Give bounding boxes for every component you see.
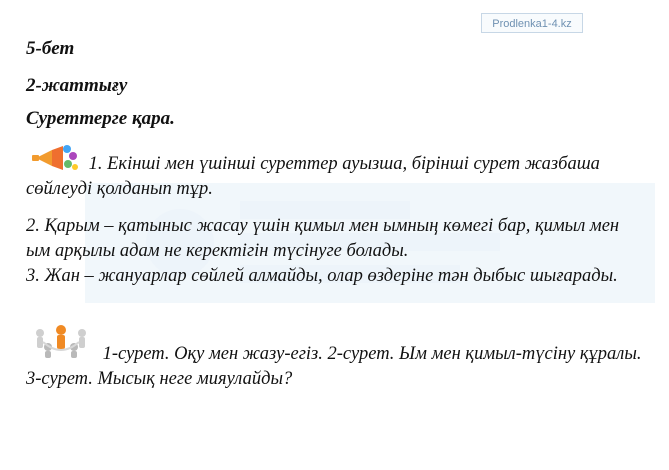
instruction-heading: Суреттерге қара. — [26, 108, 175, 129]
paragraph-3-icon-space — [26, 358, 98, 359]
paragraph-3 — [26, 342, 646, 392]
paragraph-3-text: 1-сурет. Оқу мен жазу-егіз. 2-сурет. Ым мен қимыл-түсіну құралы. 3-сурет. Мысық неге мияулайды? — [26, 344, 642, 389]
site-watermark: Prodlenka1-4.kz — [481, 13, 583, 33]
exercise-heading: 2-жаттығу — [26, 75, 128, 96]
paragraph-1-text: 1. Екінші мен үшінші суреттер ауызша, бірінші сурет жазбаша сөйлеуді қолданып тұр. — [26, 154, 600, 199]
paragraph-2-text-line1: 2. Қарым – қатыныс жасау үшін қимыл мен ымның көмегі бар, қимыл мен ым арқылы адам не керектігін түсінуге болады. — [26, 216, 620, 261]
page-number-heading: 5-бет — [26, 38, 75, 59]
paragraph-2-text-line2: 3. Жан – жануарлар сөйлей алмайды, олар өздеріне тән дыбыс шығарады. — [26, 266, 618, 286]
paragraph-1-icon-space — [26, 168, 84, 169]
paragraph-2 — [26, 214, 646, 289]
paragraph-1 — [26, 152, 646, 202]
